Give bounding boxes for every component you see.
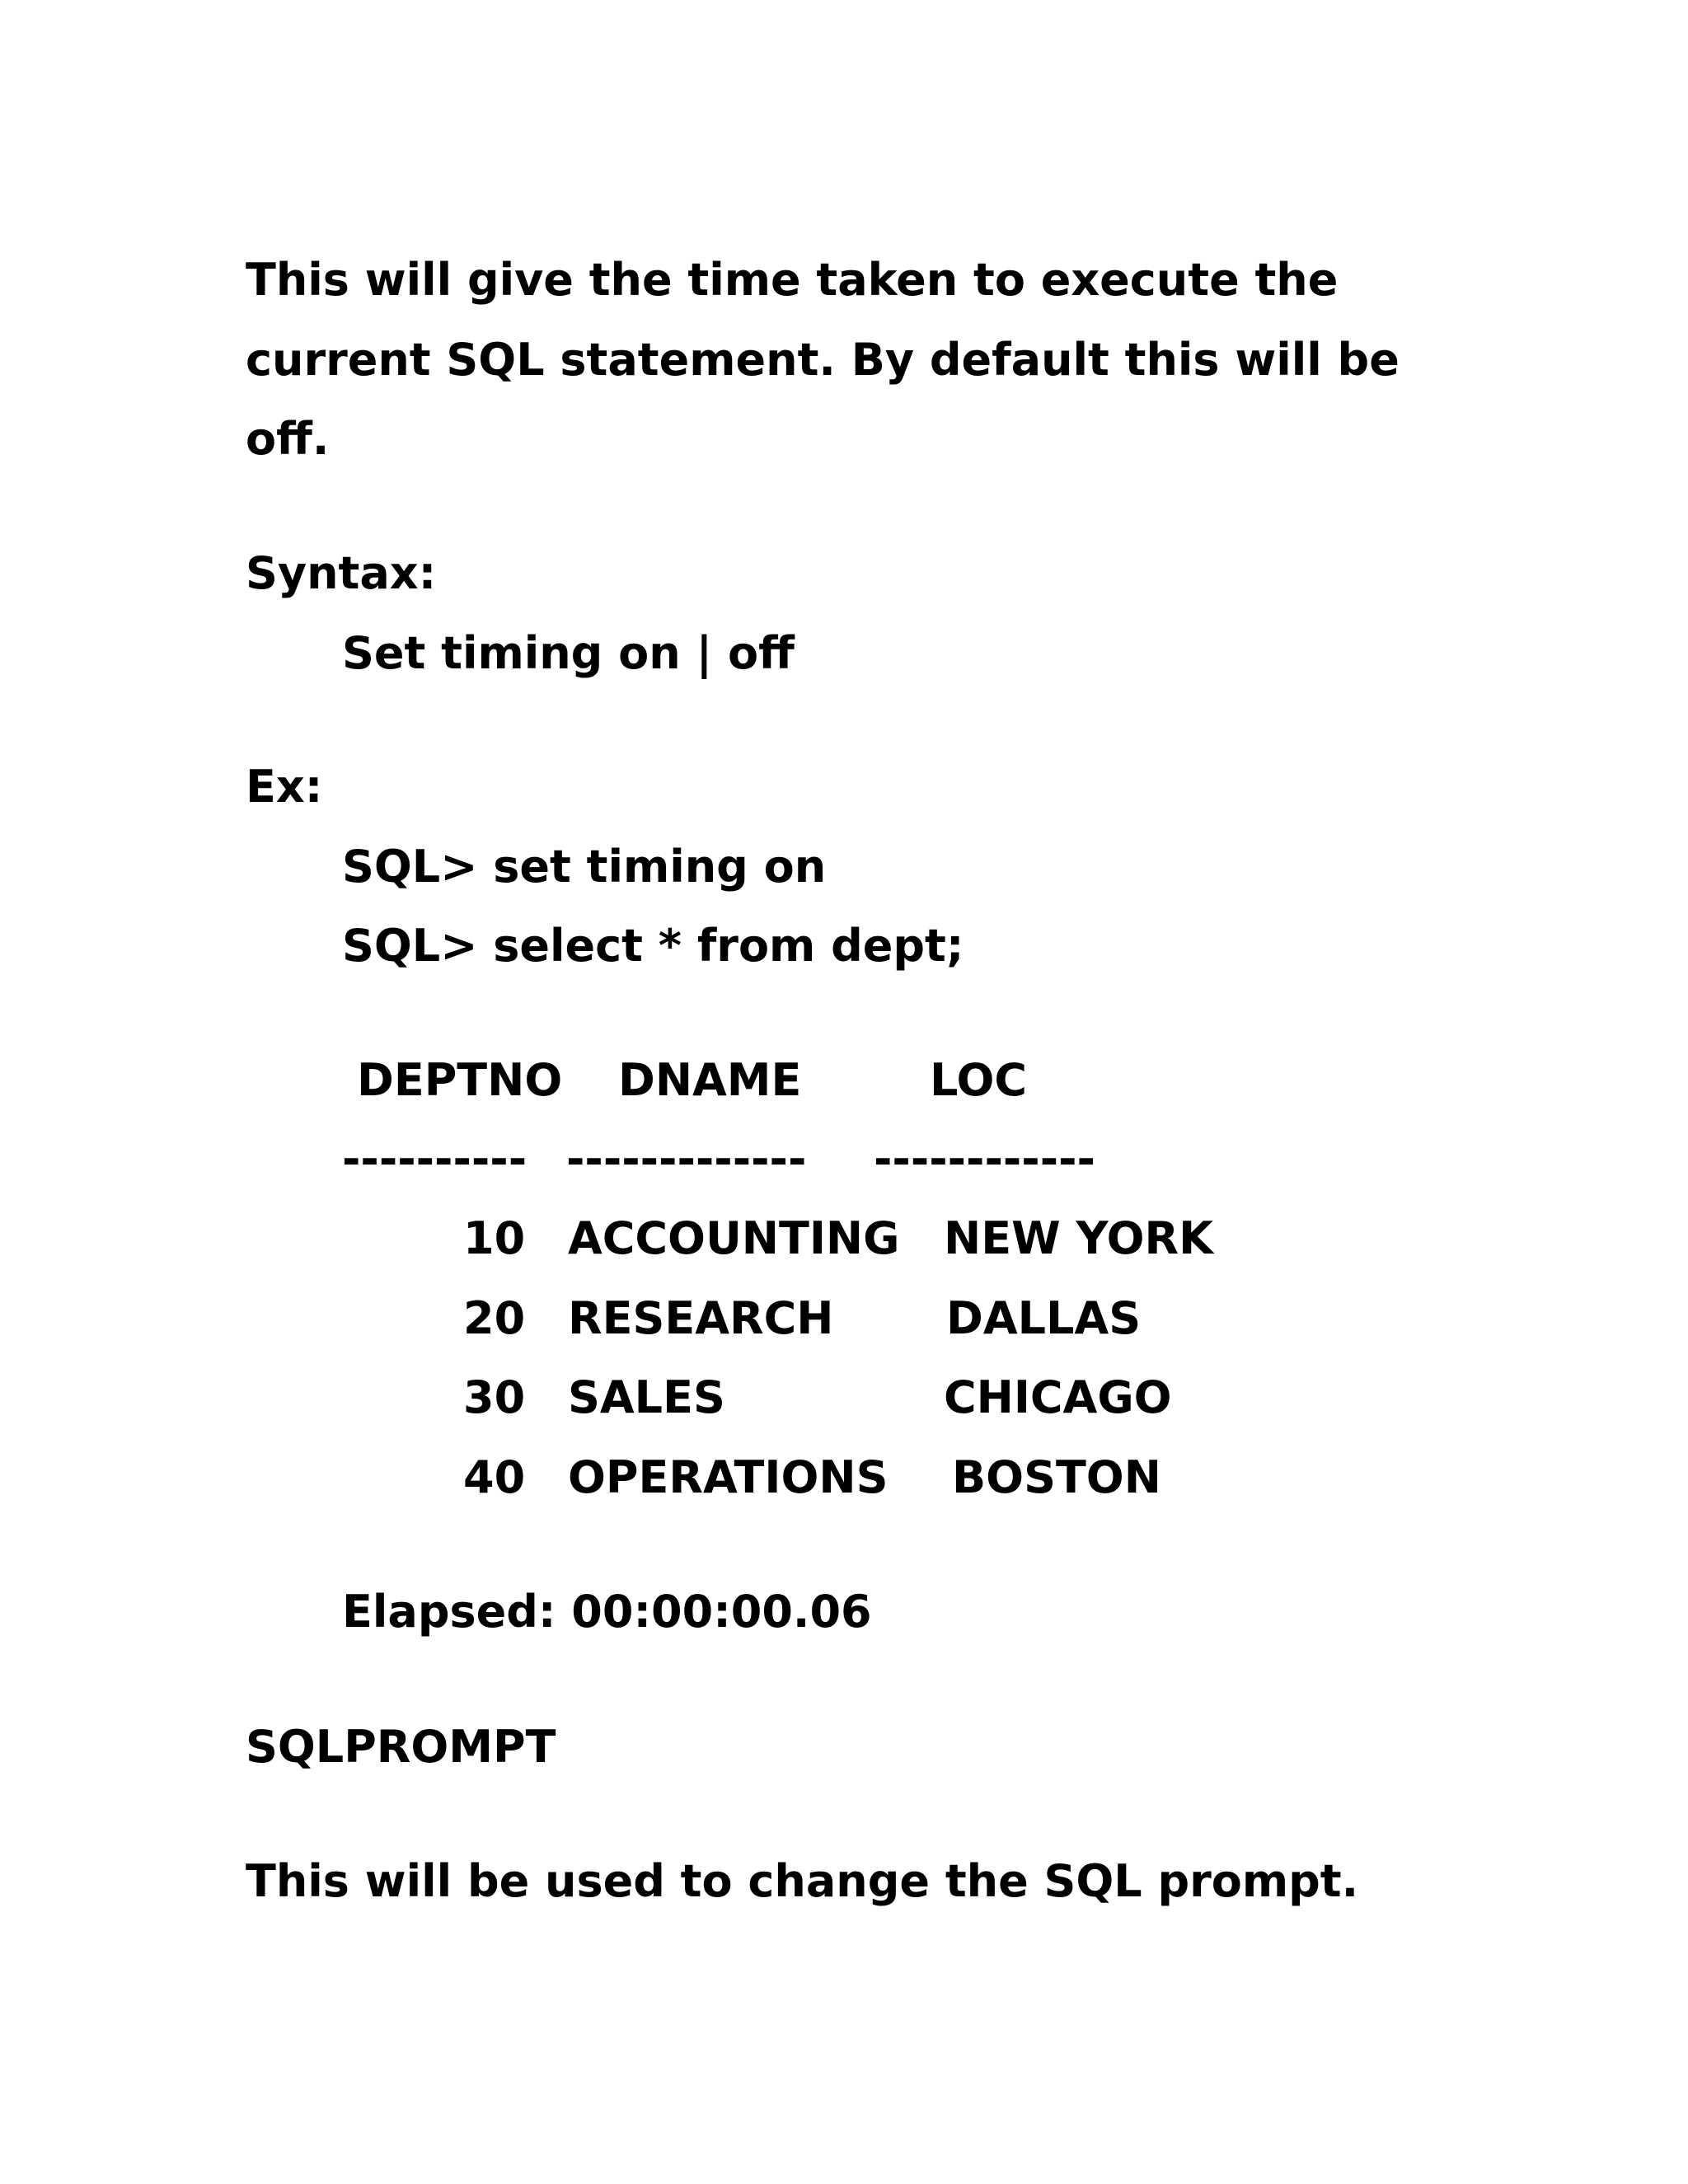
sqlprompt-heading: SQLPROMPT — [246, 1721, 556, 1773]
table-row-2-deptno: 20 — [463, 1292, 526, 1344]
table-row-3-deptno: 30 — [463, 1371, 526, 1423]
table-row-1-loc: NEW YORK — [944, 1212, 1213, 1264]
column-header-dname: DNAME — [618, 1054, 802, 1106]
table-row-1-dname: ACCOUNTING — [568, 1212, 900, 1264]
example-label: Ex: — [246, 761, 323, 813]
example-command-2: SQL> select * from dept; — [342, 920, 964, 972]
table-row-1-deptno: 10 — [463, 1212, 526, 1264]
table-row-4-deptno: 40 — [463, 1451, 526, 1503]
table-row-2-dname: RESEARCH — [568, 1292, 834, 1344]
example-command-1: SQL> set timing on — [342, 841, 827, 893]
syntax-command: Set timing on | off — [342, 627, 795, 679]
intro-line-2: current SQL statement. By default this will be — [246, 334, 1400, 386]
syntax-label: Syntax: — [246, 547, 437, 599]
elapsed-time: Elapsed: 00:00:00.06 — [342, 1586, 872, 1638]
table-row-3-loc: CHICAGO — [944, 1371, 1172, 1423]
table-row-2-loc: DALLAS — [946, 1292, 1142, 1344]
sqlprompt-description: This will be used to change the SQL prompt. — [246, 1855, 1359, 1907]
table-row-4-dname: OPERATIONS — [568, 1451, 889, 1503]
intro-line-3: off. — [246, 413, 330, 465]
separator-loc: ------------ — [874, 1133, 1095, 1185]
column-header-loc: LOC — [930, 1054, 1028, 1106]
table-row-4-loc: BOSTON — [952, 1451, 1161, 1503]
separator-deptno: ---------- — [342, 1133, 528, 1185]
intro-line-1: This will give the time taken to execute the — [246, 254, 1339, 306]
table-row-3-dname: SALES — [568, 1371, 725, 1423]
separator-dname: ------------- — [566, 1133, 807, 1185]
column-header-deptno: DEPTNO — [357, 1054, 563, 1106]
